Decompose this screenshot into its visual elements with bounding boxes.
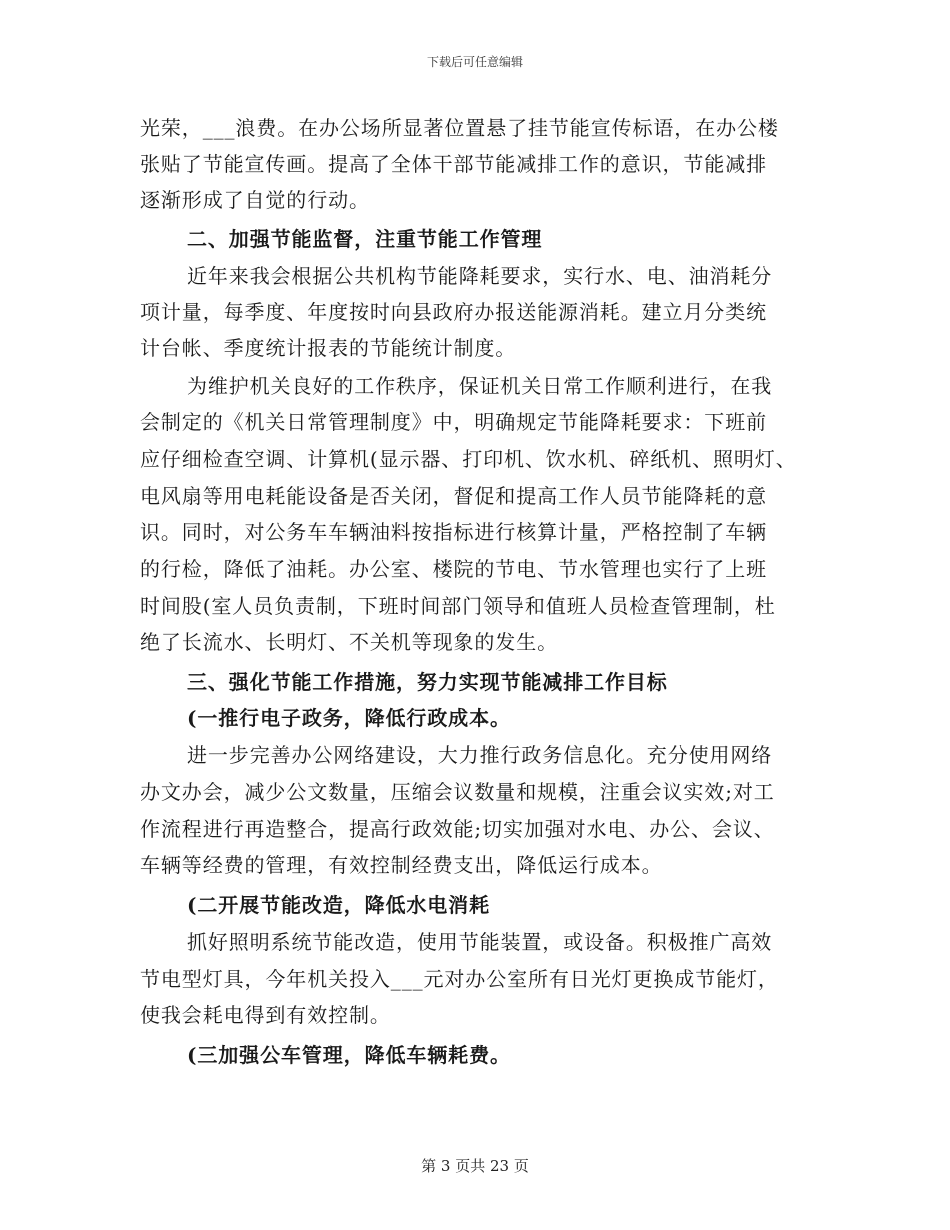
body-line: 逐渐形成了自觉的行动。 — [140, 188, 370, 212]
page-header: 下载后可任意编辑 — [426, 55, 523, 69]
body-line: 节电型灯具，今年机关投入___元对办公室所有日光灯更换成节能灯， — [140, 967, 779, 991]
body-line: 计台帐、季度统计报表的节能统计制度。 — [140, 336, 517, 360]
section-heading: 二、加强节能监督，注重节能工作管理 — [187, 227, 543, 251]
body-line: 作流程进行再造整合，提高行政效能;切实加强对水电、办公、会议、 — [140, 817, 775, 841]
body-line: 近年来我会根据公共机构节能降耗要求，实行水、电、油消耗分 — [187, 264, 773, 288]
subsection-heading: (一推行电子政务，降低行政成本。 — [187, 706, 511, 730]
body-line: 绝了长流水、长明灯、不关机等现象的发生。 — [140, 630, 558, 654]
body-line: 使我会耗电得到有效控制。 — [140, 1003, 391, 1027]
body-line: 会制定的《机关日常管理制度》中，明确规定节能降耗要求：下班前 — [140, 410, 767, 434]
section-heading: 三、强化节能工作措施，努力实现节能减排工作目标 — [187, 670, 668, 694]
page-number: 第 3 页共 23 页 — [421, 1157, 529, 1175]
body-line: 张贴了节能宣传画。提高了全体干部节能减排工作的意识，节能减排 — [140, 152, 767, 176]
body-line: 办文办会，减少公文数量，压缩会议数量和规模，注重会议实效;对工 — [140, 780, 775, 804]
body-line: 应仔细检查空调、计算机(显示器、打印机、饮水机、碎纸机、照明灯、 — [140, 447, 797, 471]
body-line: 进一步完善办公网络建设，大力推行政务信息化。充分使用网络 — [187, 743, 773, 767]
subsection-heading: (二开展节能改造，降低水电消耗 — [187, 893, 490, 917]
body-line: 识。同时，对公务车车辆油料按指标进行核算计量，严格控制了车辆 — [140, 520, 767, 544]
subsection-heading: (三加强公车管理，降低车辆耗费。 — [187, 1043, 511, 1067]
body-line: 光荣，___浪费。在办公场所显著位置悬了挂节能宣传标语，在办公楼 — [140, 116, 779, 140]
body-line: 为维护机关良好的工作秩序，保证机关日常工作顺利进行，在我 — [187, 374, 773, 398]
body-line: 车辆等经费的管理，有效控制经费支出，降低运行成本。 — [140, 853, 663, 877]
body-line: 电风扇等用电耗能设备是否关闭，督促和提高工作人员节能降耗的意 — [140, 484, 767, 508]
body-line: 项计量，每季度、年度按时向县政府办报送能源消耗。建立月分类统 — [140, 300, 767, 324]
body-line: 抓好照明系统节能改造，使用节能装置，或设备。积极推广高效 — [187, 930, 773, 954]
body-line: 的行检，降低了油耗。办公室、楼院的节电、节水管理也实行了上班 — [140, 557, 767, 581]
body-line: 时间股(室人员负责制，下班时间部门领导和值班人员检查管理制，杜 — [140, 594, 776, 618]
